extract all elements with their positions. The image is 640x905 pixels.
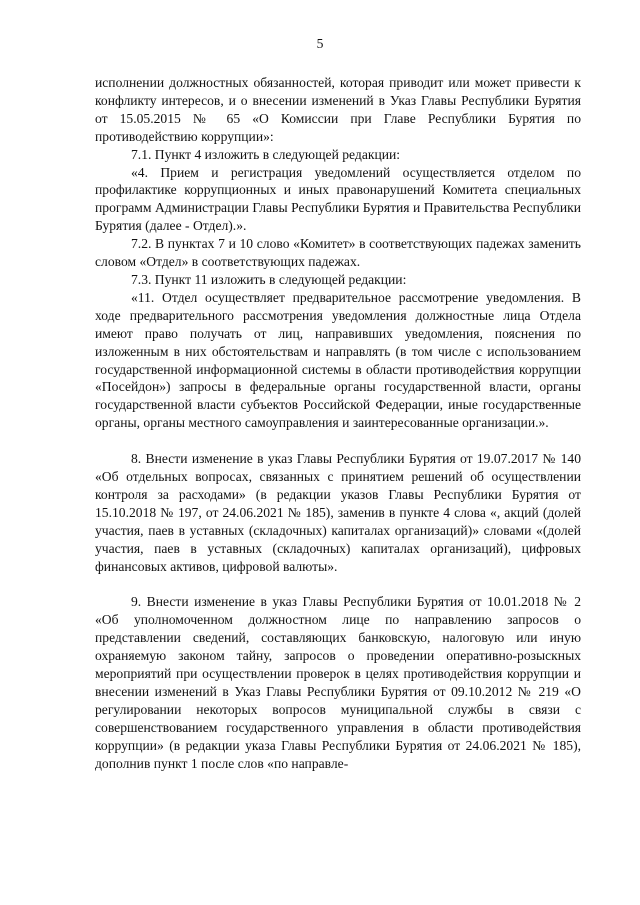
paragraph-quote-11: «11. Отдел осуществляет предварительное рассмотрение уведомления. В ходе предварительного рассмотрения уведомления должностные лица Отдела имеют право получать от лиц, направивших уведомления, пояснения по изложенным в них обстоятельствам и направлять (в том числе с использованием государственной информационной системы в области противодействия коррупции «Посейдон») запросы в федеральные органы государственной власти, органы государственной власти субъектов Российской Федерации, иные государственные органы, органы местного самоуправления и заинтересованные организации.». <box>95 289 581 431</box>
paragraph-continuation: исполнении должностных обязанностей, которая приводит или может привести к конфликту интересов, и о внесении изменений в Указ Главы Республики Бурятия от 15.05.2015 № 65 «О Комиссии при Главе Республики Бурятия по противодействию коррупции»: <box>95 75 581 144</box>
paragraph-quote-4: «4. Прием и регистрация уведомлений осуществляется отделом по профилактике коррупционных и иных правонарушений Комитета специальных программ Администрации Главы Республики Бурятия и Правительства Республики Бурятия (далее - Отдел).». <box>95 164 581 234</box>
paragraph-9: 9. Внести изменение в указ Главы Республики Бурятия от 10.01.2018 № 2 «Об уполномоченном должностном лице по направлению запросов о представлении сведений, составляющих банковскую, налоговую или иную охраняемую законом тайну, запросов о проведении оперативно-розыскных мероприятий при осуществлении проверок в целях противодействия коррупции и внесении изменений в Указ Главы Республики Бурятия от 09.10.2012 № 219 «О регулировании некоторых вопросов муниципальной службы в связи с совершенствованием государственного управления в области противодействия коррупции» (в редакции указа Главы Республики Бурятия от 24.06.2021 № 185), дополнив пункт 1 после слов «по направле- <box>95 594 581 771</box>
paragraph-8: 8. Внести изменение в указ Главы Республики Бурятия от 19.07.2017 № 140 «Об отдельных вопросах, связанных с принятием решений об осуществлении контроля за расходами» (в редакции указов Главы Республики Бурятия от 15.10.2018 № 197, от 24.06.2021 № 185), заменив в пункте 4 слова «, акций (долей участия, паев в уставных (складочных) капиталах организаций)» словами «(долей участия, паев в уставных (складочных) капиталах организаций), цифровых финансовых активов, цифровой валюты». <box>95 451 581 574</box>
paragraph-7-1: 7.1. Пункт 4 изложить в следующей редакции: <box>131 146 401 162</box>
document-body <box>95 74 581 773</box>
paragraph-7-3: 7.3. Пункт 11 изложить в следующей редакции: <box>131 271 407 287</box>
page-number: 5 <box>316 36 324 51</box>
paragraph-7-2: 7.2. В пунктах 7 и 10 слово «Комитет» в соответствующих падежах заменить словом «Отдел» в соответствующих падежах. <box>95 236 581 270</box>
